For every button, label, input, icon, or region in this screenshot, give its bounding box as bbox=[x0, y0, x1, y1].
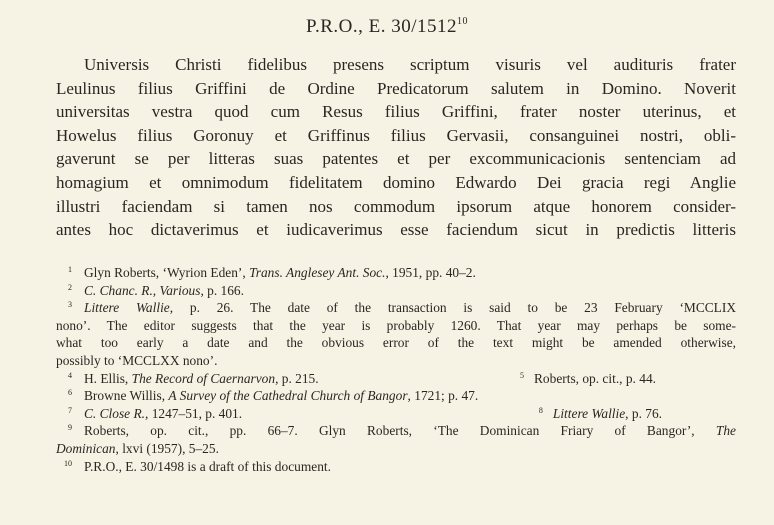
footnote-text: Roberts, op. cit., pp. 66–7. Glyn Roberts, ‘The Dominican Friary of Bangor’, bbox=[84, 423, 716, 439]
footnote-text: H. Ellis, bbox=[84, 370, 132, 386]
footnote-row-7-8 bbox=[56, 405, 736, 423]
text-line: gaverunt se per litteras suas patentes et per excommunicacionis sentenciam ad bbox=[56, 149, 736, 169]
footnote-text: Glyn Roberts, ‘Wyrion Eden’, bbox=[84, 265, 250, 280]
footnote-6 bbox=[56, 387, 736, 405]
footnote-text: , 1721; p. 47. bbox=[407, 388, 479, 404]
text-line: Leulinus filius Griffini de Ordine Predicatorum salutem in Domino. Noverit bbox=[56, 78, 736, 98]
footnote-title: C. Chanc. R., Various bbox=[84, 282, 201, 298]
footnote-title: Littere Wallie bbox=[552, 405, 626, 421]
footnote-line: what too early a date and the obvious error of the text might be amended otherwise, bbox=[56, 335, 736, 351]
footnote-3 bbox=[56, 299, 736, 369]
footnote-text: , p. 166. bbox=[200, 282, 244, 298]
footnote-4 bbox=[56, 370, 319, 388]
footnote-line bbox=[84, 422, 736, 440]
footnote-title: The bbox=[715, 423, 736, 439]
footnote-line bbox=[84, 299, 736, 317]
footnote-number: 5 bbox=[520, 370, 524, 380]
text-line: illustri faciendam si tamen nos commodum ipsorum atque honorem consider- bbox=[56, 196, 736, 216]
text-line: Howelus filius Goronuy et Griffinus filius Gervasii, consanguinei nostri, obli- bbox=[56, 125, 736, 145]
charter-text bbox=[56, 53, 736, 242]
footnote-10 bbox=[56, 458, 736, 476]
footnote-text: , 1247–51, p. 401. bbox=[145, 405, 243, 421]
footnote-7 bbox=[56, 405, 242, 423]
footnote-text: , p. 215. bbox=[275, 370, 319, 386]
text-line: Universis Christi fidelibus presens scriptum visuris vel audituris frater bbox=[84, 55, 736, 74]
text-line: universitas vestra quod cum Resus filius Griffini, frater noster uterinus, et bbox=[56, 102, 736, 122]
footnote-number: 1 bbox=[68, 265, 72, 274]
footnote-number: 4 bbox=[68, 370, 72, 380]
text-line: antes hoc dictaverimus et iudicaverimus esse faciendum sicut in predictis litteris bbox=[56, 220, 736, 240]
footnote-text: , lxvi (1957), 5–25. bbox=[115, 440, 219, 456]
footnote-title: Littere Wallie bbox=[84, 300, 170, 316]
footnote-title: Trans. Anglesey Ant. Soc. bbox=[249, 265, 386, 280]
footnote-text: P.R.O., E. 30/1498 is a draft of this document. bbox=[84, 458, 331, 474]
footnote-8 bbox=[538, 405, 736, 423]
document-heading bbox=[0, 16, 774, 38]
footnote-number: 3 bbox=[68, 300, 72, 310]
footnote-number: 7 bbox=[68, 405, 72, 415]
footnote-5 bbox=[520, 370, 736, 388]
footnote-number: 8 bbox=[538, 405, 543, 415]
footnote-title: C. Close R. bbox=[84, 405, 146, 421]
footnote-title: Dominican bbox=[56, 440, 116, 456]
footnote-title: A Survey of the Cathedral Church of Bangor bbox=[168, 388, 408, 404]
footnote-1 bbox=[56, 264, 736, 282]
footnote-number: 2 bbox=[68, 282, 72, 292]
heading-footnote-ref: 10 bbox=[457, 16, 468, 27]
footnotes bbox=[56, 264, 736, 475]
footnote-line bbox=[56, 440, 736, 458]
footnote-9 bbox=[56, 422, 736, 457]
footnote-2 bbox=[56, 282, 736, 300]
footnote-row-4-5 bbox=[56, 370, 736, 388]
footnote-title: The Record of Caernarvon bbox=[131, 370, 276, 386]
footnote-number: 9 bbox=[68, 423, 72, 433]
footnote-text: , 1951, pp. 40–2. bbox=[385, 265, 476, 280]
heading-text: P.R.O., E. 30/1512 bbox=[306, 16, 457, 37]
footnote-line: nono’. The editor suggests that the year is probably 1260. That year may perhaps be some- bbox=[56, 317, 736, 333]
footnote-number: 10 bbox=[64, 458, 72, 468]
footnote-text: , p. 76. bbox=[625, 405, 662, 421]
footnote-text: Browne Willis, bbox=[84, 388, 169, 404]
text-line: homagium et omnimodum fidelitatem domino Edwardo Dei gracia regi Anglie bbox=[56, 172, 736, 192]
footnote-line: possibly to ‘MCCLXX nono’. bbox=[56, 352, 218, 368]
footnote-text: , p. 26. The date of the transaction is said to be 23 February ‘MCCLIX bbox=[169, 300, 736, 316]
footnote-text: Roberts, op. cit., p. 44. bbox=[534, 370, 656, 386]
footnote-number: 6 bbox=[68, 388, 72, 398]
